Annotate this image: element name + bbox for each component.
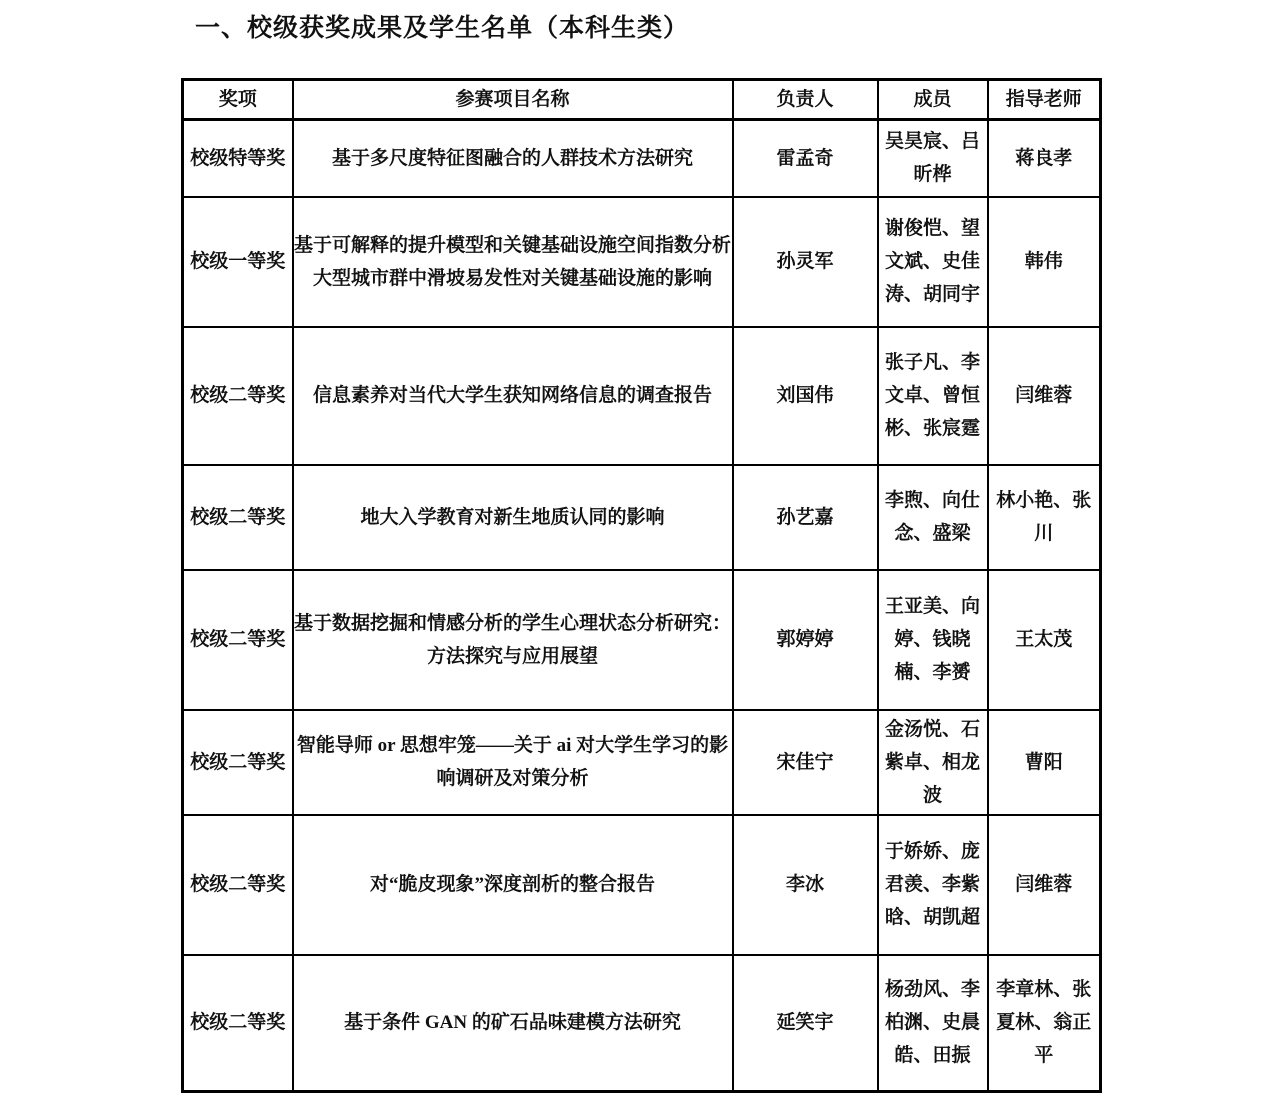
project-cell: 基于数据挖掘和情感分析的学生心理状态分析研究：方法探究与应用展望 [293,570,733,710]
table-row [183,815,1101,955]
award-cell: 校级二等奖 [183,955,293,1092]
project-cell: 基于可解释的提升模型和关键基础设施空间指数分析大型城市群中滑坡易发性对关键基础设施的影响 [293,197,733,327]
table-row [183,570,1101,710]
project-cell: 对“脆皮现象”深度剖析的整合报告 [293,815,733,955]
table-row [183,955,1101,1092]
leader-cell: 孙灵军 [733,197,878,327]
leader-cell: 宋佳宁 [733,710,878,815]
header-members: 成员 [878,80,988,120]
leader-cell: 李冰 [733,815,878,955]
header-leader: 负责人 [733,80,878,120]
page-title: 一、校级获奖成果及学生名单（本科生类） [195,15,690,42]
project-cell: 地大入学教育对新生地质认同的影响 [293,465,733,570]
project-cell: 基于条件 GAN 的矿石品味建模方法研究 [293,955,733,1092]
advisor-cell: 韩伟 [988,197,1101,327]
advisor-cell: 蒋良孝 [988,120,1101,197]
award-cell: 校级特等奖 [183,120,293,197]
advisor-cell: 曹阳 [988,710,1101,815]
members-cell: 吴昊宸、吕昕桦 [878,120,988,197]
members-cell: 谢俊恺、望文斌、史佳涛、胡同宇 [878,197,988,327]
table-row [183,710,1101,815]
advisor-cell: 林小艳、张川 [988,465,1101,570]
leader-cell: 郭婷婷 [733,570,878,710]
members-cell: 王亚美、向婷、钱晓楠、李赟 [878,570,988,710]
project-cell: 智能导师 or 思想牢笼——关于 ai 对大学生学习的影响调研及对策分析 [293,710,733,815]
members-cell: 李煦、向仕念、盛梁 [878,465,988,570]
header-project: 参赛项目名称 [293,80,733,120]
project-cell: 信息素养对当代大学生获知网络信息的调查报告 [293,327,733,465]
leader-cell: 延笑宇 [733,955,878,1092]
advisor-cell: 闫维蓉 [988,327,1101,465]
header-award: 奖项 [183,80,293,120]
header-row [183,80,1101,120]
award-cell: 校级二等奖 [183,327,293,465]
members-cell: 金汤悦、石紫卓、相龙波 [878,710,988,815]
award-cell: 校级二等奖 [183,710,293,815]
award-cell: 校级二等奖 [183,815,293,955]
members-cell: 于娇娇、庞君羡、李紫晗、胡凯超 [878,815,988,955]
leader-cell: 孙艺嘉 [733,465,878,570]
header-advisor: 指导老师 [988,80,1101,120]
project-cell: 基于多尺度特征图融合的人群技术方法研究 [293,120,733,197]
table-row [183,465,1101,570]
table-row [183,120,1101,197]
table-row [183,197,1101,327]
leader-cell: 雷孟奇 [733,120,878,197]
table-row [183,327,1101,465]
award-cell: 校级二等奖 [183,465,293,570]
award-cell: 校级二等奖 [183,570,293,710]
leader-cell: 刘国伟 [733,327,878,465]
award-cell: 校级一等奖 [183,197,293,327]
members-cell: 张子凡、李文卓、曾恒彬、张宸霆 [878,327,988,465]
members-cell: 杨劲风、李柏渊、史晨皓、田振 [878,955,988,1092]
advisor-cell: 李章林、张夏林、翁正平 [988,955,1101,1092]
advisor-cell: 闫维蓉 [988,815,1101,955]
awards-table [181,78,1102,1093]
advisor-cell: 王太茂 [988,570,1101,710]
